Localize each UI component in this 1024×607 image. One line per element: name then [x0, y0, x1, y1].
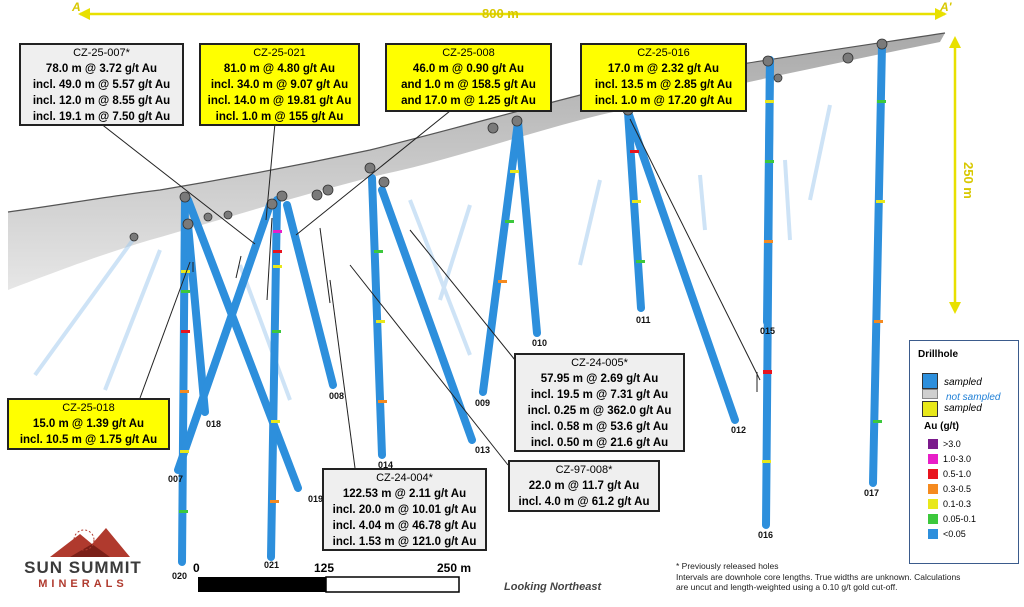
legend-swatch: [928, 469, 938, 479]
footnote: [676, 561, 1016, 593]
legend-class: [928, 454, 971, 464]
callout-title: CZ-24-005*: [571, 357, 628, 369]
scale-tick-125: 125: [314, 561, 335, 575]
callout-line: incl. 12.0 m @ 8.55 g/t Au: [32, 95, 171, 107]
legend-class-label: <0.05: [943, 529, 966, 539]
legend-not-sampled-label: not sampled: [946, 392, 1001, 403]
callout-title: CZ-24-004*: [376, 472, 433, 484]
scale-tick-0: 0: [193, 561, 200, 575]
hole-label-013: 013: [475, 445, 491, 455]
legend-swatch: [928, 529, 938, 539]
drillhole-009: [483, 122, 518, 392]
callout-title: CZ-25-021: [253, 47, 306, 59]
callout-cz-25-018: [7, 398, 170, 450]
callout-line: 81.0 m @ 4.80 g/t Au: [223, 63, 336, 75]
logo-subname: MINERALS: [38, 578, 128, 590]
not-sampled-swatch-icon: [922, 389, 938, 399]
legend-class-label: 1.0-3.0: [943, 454, 972, 464]
hole-label-015: 015: [760, 326, 776, 336]
legend: [909, 340, 1019, 564]
callout-title: CZ-25-008: [442, 47, 495, 59]
callout-cz-24-004: [322, 468, 487, 551]
drillhole-016: [766, 60, 770, 525]
callout-line: incl. 1.0 m @ 155 g/t Au: [215, 111, 344, 123]
drillhole-018: [188, 225, 205, 412]
legend-class-label: 0.3-0.5: [943, 484, 972, 494]
section-start-label: A: [72, 0, 81, 14]
callout-title: CZ-25-018: [62, 402, 115, 414]
drillhole-019: [188, 200, 298, 488]
callout-line: incl. 10.5 m @ 1.75 g/t Au: [19, 434, 158, 446]
legend-class: [928, 529, 966, 539]
legend-class: [928, 514, 976, 524]
callout-line: incl. 19.1 m @ 7.50 g/t Au: [32, 111, 171, 123]
callout-line: incl. 19.5 m @ 7.31 g/t Au: [530, 389, 669, 401]
callout-line: incl. 0.50 m @ 21.6 g/t Au: [530, 437, 669, 449]
height-dimension: [949, 36, 976, 314]
callout-line: and 17.0 m @ 1.25 g/t Au: [401, 95, 536, 107]
callout-line: 17.0 m @ 2.32 g/t Au: [607, 63, 720, 75]
callout-cz-97-008: [508, 460, 660, 512]
legend-class: [928, 439, 961, 449]
hole-label-012: 012: [731, 425, 747, 435]
hole-label-014: 014: [378, 460, 394, 470]
callout-line: and 1.0 m @ 158.5 g/t Au: [401, 79, 536, 91]
callout-line: 122.53 m @ 2.11 g/t Au: [342, 488, 467, 500]
hole-label-020: 020: [172, 571, 188, 581]
hole-label-017: 017: [864, 488, 880, 498]
hole-label-010: 010: [532, 338, 548, 348]
sampled-swatch-icon: [922, 373, 938, 389]
logo-name: SUN SUMMIT: [24, 558, 142, 577]
callout-line: incl. 14.0 m @ 19.81 g/t Au: [207, 95, 352, 107]
legend-class: [928, 499, 971, 509]
callout-line: incl. 0.25 m @ 362.0 g/t Au: [527, 405, 672, 417]
scale-tick-250: 250 m: [437, 561, 472, 575]
legend-class-label: 0.05-0.1: [943, 514, 977, 524]
callout-line: 78.0 m @ 3.72 g/t Au: [45, 63, 158, 75]
scale-bar: [193, 561, 471, 592]
drillhole-020: [182, 198, 185, 562]
legend-sampled-label: sampled: [944, 377, 982, 388]
legend-swatch: [928, 454, 938, 464]
legend-class-label: >3.0: [943, 439, 961, 449]
company-logo: [8, 558, 158, 590]
callout-cz-25-007: [19, 43, 184, 126]
callout-line: incl. 4.0 m @ 61.2 g/t Au: [518, 496, 650, 508]
legend-title: Drillhole: [918, 349, 959, 360]
hole-label-007: 007: [168, 474, 184, 484]
section-end-label: A': [940, 0, 952, 14]
legend-swatch: [928, 439, 938, 449]
footnote-line-2: Intervals are downhole core lengths. True widths are unknown. Calculations: [676, 571, 961, 582]
hole-label-019: 019: [308, 494, 324, 504]
footnote-line-3: are uncut and length-weighted using a 0.10 g/t gold cut-off.: [676, 582, 898, 592]
callout-title: CZ-97-008*: [555, 464, 613, 476]
hole-label-021: 021: [264, 560, 280, 570]
callout-cz-25-008: [385, 43, 552, 112]
width-label: 800 m: [482, 6, 519, 21]
legend-class: [928, 469, 971, 479]
sampled-swatch-icon: [922, 401, 938, 417]
hole-label-018: 018: [206, 419, 222, 429]
callout-line: incl. 13.5 m @ 2.85 g/t Au: [594, 79, 733, 91]
callout-line: 57.95 m @ 2.69 g/t Au: [540, 373, 659, 385]
hole-label-011: 011: [636, 315, 651, 325]
legend-au-title: Au (g/t): [924, 421, 959, 432]
callout-cz-24-005: [514, 353, 685, 452]
drillhole-017: [873, 45, 882, 483]
callout-title: CZ-25-007*: [73, 47, 130, 59]
footnote-line-1: * Previously released holes: [676, 561, 779, 571]
drillhole-010: [518, 122, 537, 333]
callout-line: incl. 1.0 m @ 17.20 g/t Au: [594, 95, 733, 107]
callout-title: CZ-25-016: [637, 47, 690, 59]
hole-label-016: 016: [758, 530, 774, 540]
legend-class: [928, 484, 971, 494]
legend-class-label: 0.5-1.0: [943, 469, 972, 479]
legend-sampled-label-2: sampled: [944, 403, 982, 414]
callout-line: incl. 49.0 m @ 5.57 g/t Au: [32, 79, 171, 91]
height-label: 250 m: [961, 162, 976, 199]
hole-label-008: 008: [329, 391, 345, 401]
callout-cz-25-021: [199, 43, 360, 126]
drillhole-008: [287, 205, 333, 385]
legend-swatch: [928, 484, 938, 494]
callout-line: incl. 34.0 m @ 9.07 g/t Au: [210, 79, 349, 91]
legend-swatch: [928, 499, 938, 509]
legend-swatch: [928, 514, 938, 524]
width-dimension: [71, 0, 953, 21]
callout-line: 15.0 m @ 1.39 g/t Au: [32, 418, 145, 430]
drillhole-014: [372, 178, 382, 455]
legend-class-label: 0.1-0.3: [943, 499, 972, 509]
callout-line: 46.0 m @ 0.90 g/t Au: [412, 63, 525, 75]
drillhole-021: [271, 200, 277, 557]
hole-label-009: 009: [475, 398, 491, 408]
view-direction-label: Looking Northeast: [504, 581, 602, 593]
callout-line: incl. 0.58 m @ 53.6 g/t Au: [530, 421, 669, 433]
logo-mountain-icon: [50, 528, 130, 557]
callout-line: 22.0 m @ 11.7 g/t Au: [528, 480, 640, 492]
callout-line: incl. 4.04 m @ 46.78 g/t Au: [332, 520, 477, 532]
callout-cz-25-016: [580, 43, 747, 112]
callout-line: incl. 20.0 m @ 10.01 g/t Au: [332, 504, 477, 516]
callout-line: incl. 1.53 m @ 121.0 g/t Au: [332, 536, 477, 548]
